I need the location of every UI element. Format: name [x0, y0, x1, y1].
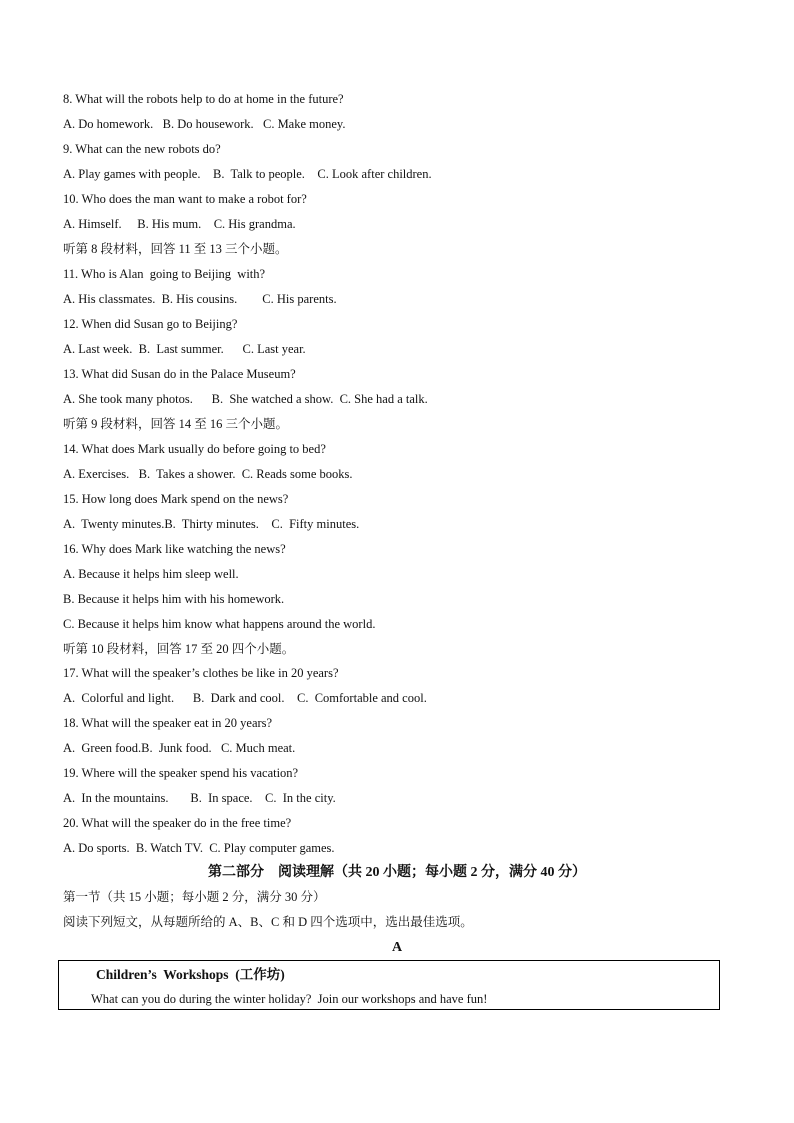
reading-instruction: 阅读下列短文，从每题所给的 A、B、C 和 D 四个选项中，选出最佳选项。 [63, 915, 473, 929]
options-15: A. Twenty minutes.B. Thirty minutes. C. Fifty minutes. [63, 517, 360, 531]
question-14: 14. What does Mark usually do before going to bed? [63, 442, 326, 456]
section-heading-10: 听第 10 段材料，回答 17 至 20 四个小题。 [63, 642, 295, 656]
question-18: 18. What will the speaker eat in 20 years? [63, 716, 273, 730]
options-18: A. Green food.B. Junk food. C. Much meat. [63, 741, 296, 755]
workshop-title: Children’s Workshops (工作坊) [96, 967, 285, 982]
section-heading-8: 听第 8 段材料，回答 11 至 13 三个小题。 [63, 242, 288, 256]
question-20: 20. What will the speaker do in the free time? [63, 816, 292, 830]
question-16: 16. Why does Mark like watching the news? [63, 542, 286, 556]
option-16-b: B. Because it helps him with his homework. [63, 592, 285, 606]
question-17: 17. What will the speaker’s clothes be like in 20 years? [63, 666, 339, 680]
options-14: A. Exercises. B. Takes a shower. C. Reads some books. [63, 467, 353, 481]
options-12: A. Last week. B. Last summer. C. Last year. [63, 342, 306, 356]
workshop-box [58, 960, 720, 1010]
question-19: 19. Where will the speaker spend his vacation? [63, 766, 299, 780]
part-two-title: 第二部分 阅读理解（共 20 小题；每小题 2 分，满分 40 分） [208, 865, 586, 880]
passage-letter: A [391, 940, 403, 955]
question-13: 13. What did Susan do in the Palace Museum? [63, 367, 296, 381]
options-20: A. Do sports. B. Watch TV. C. Play computer games. [63, 841, 335, 855]
section-heading-9: 听第 9 段材料，回答 14 至 16 三个小题。 [63, 417, 289, 431]
option-16-a: A. Because it helps him sleep well. [63, 567, 239, 581]
question-9: 9. What can the new robots do? [63, 142, 221, 156]
section-one-line: 第一节（共 15 小题；每小题 2 分，满分 30 分） [63, 890, 326, 904]
question-12: 12. When did Susan go to Beijing? [63, 317, 238, 331]
options-8: A. Do homework. B. Do housework. C. Make money. [63, 117, 346, 131]
options-19: A. In the mountains. B. In space. C. In the city. [63, 791, 336, 805]
question-10: 10. Who does the man want to make a robot for? [63, 192, 307, 206]
question-15: 15. How long does Mark spend on the news? [63, 492, 289, 506]
option-16-c: C. Because it helps him know what happens around the world. [63, 617, 376, 631]
options-10: A. Himself. B. His mum. C. His grandma. [63, 217, 296, 231]
question-8: 8. What will the robots help to do at home in the future? [63, 92, 344, 106]
options-11: A. His classmates. B. His cousins. C. His parents. [63, 292, 337, 306]
options-13: A. She took many photos. B. She watched a show. C. She had a talk. [63, 392, 428, 406]
options-17: A. Colorful and light. B. Dark and cool. C. Comfortable and cool. [63, 691, 427, 705]
options-9: A. Play games with people. B. Talk to people. C. Look after children. [63, 167, 432, 181]
workshop-intro: What can you do during the winter holiday? Join our workshops and have fun! [91, 992, 488, 1006]
question-11: 11. Who is Alan going to Beijing with? [63, 267, 266, 281]
